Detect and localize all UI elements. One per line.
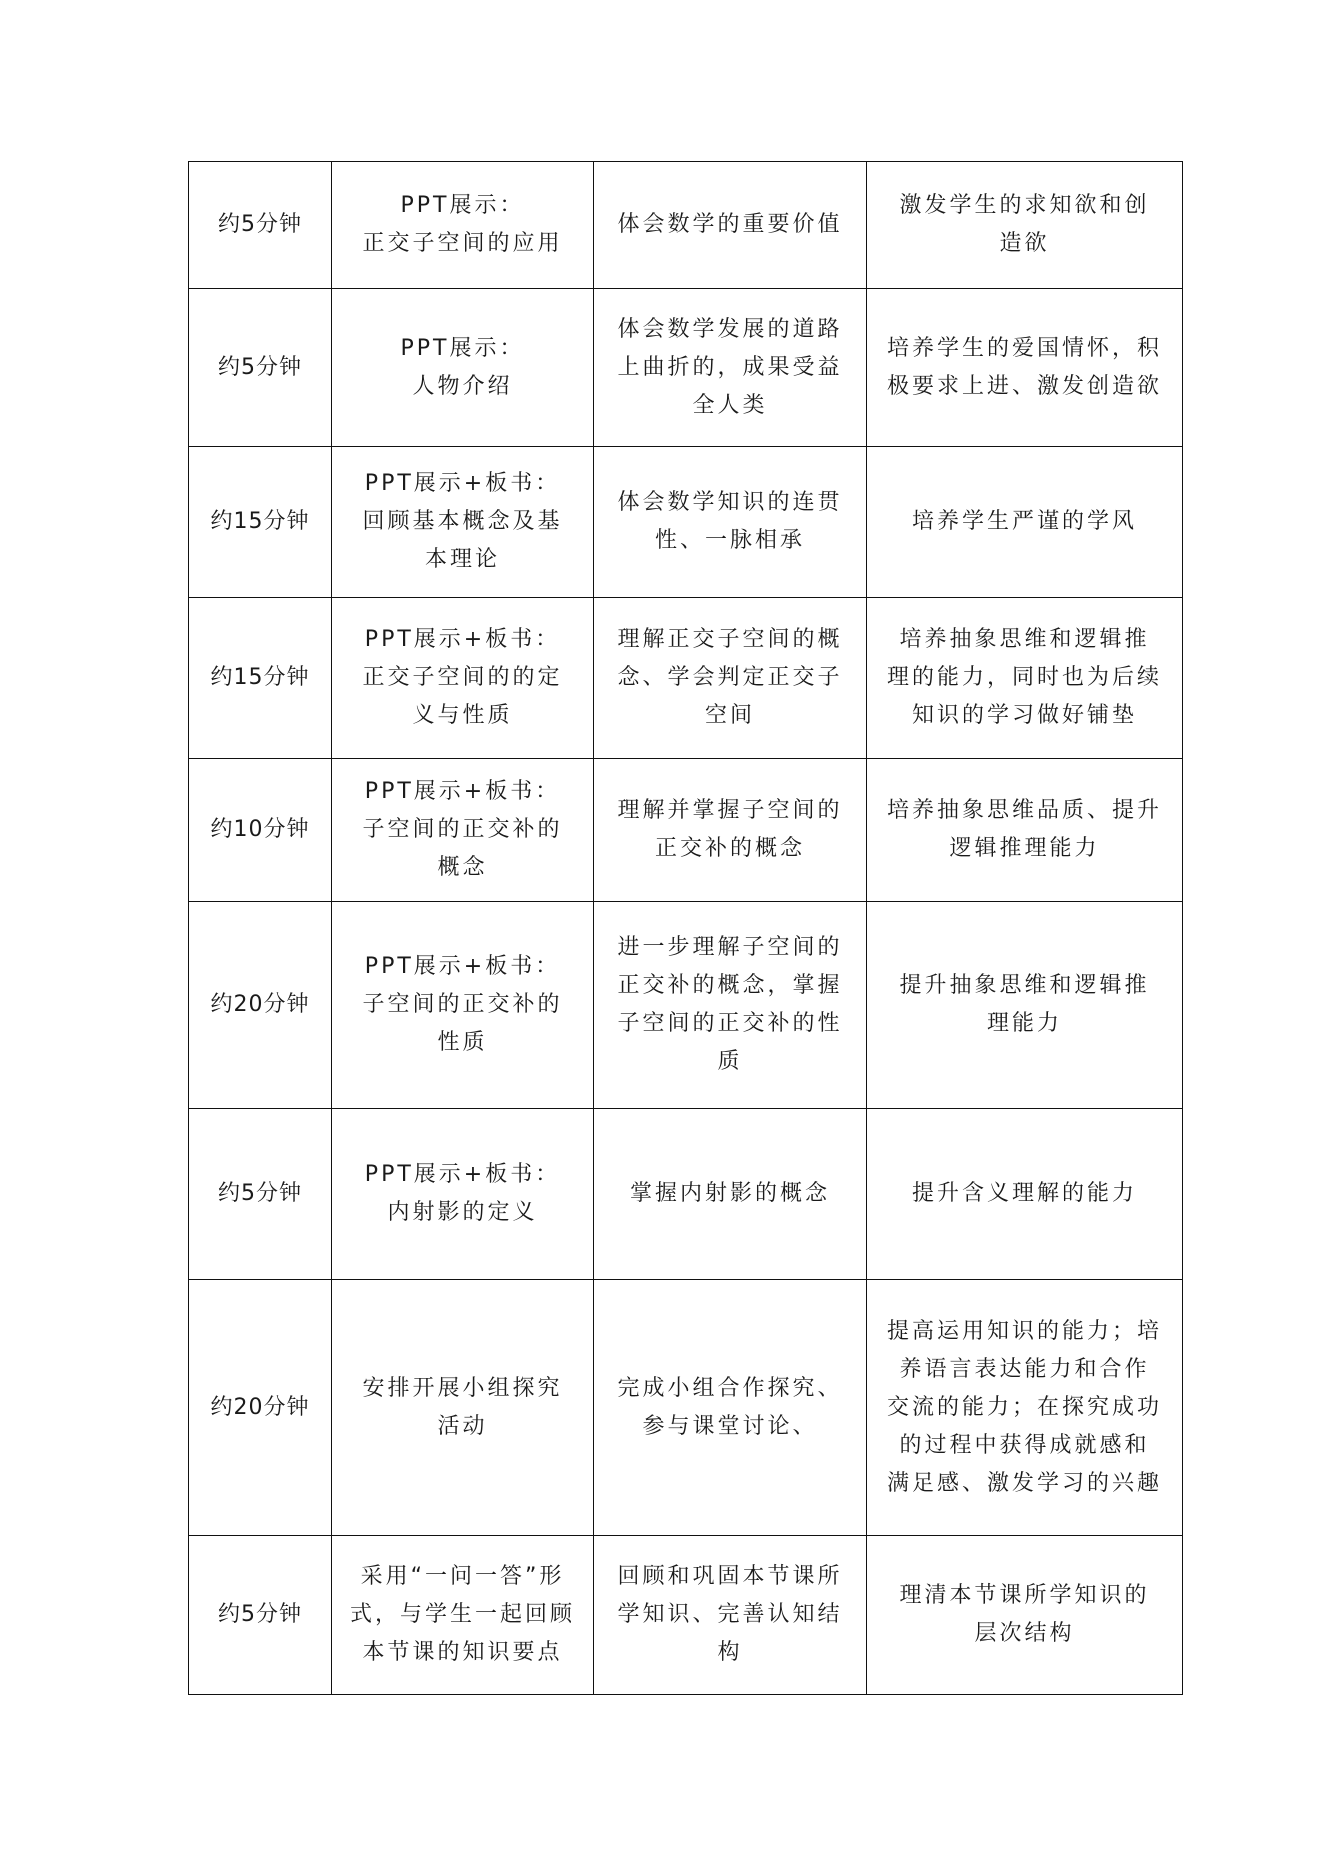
method-text: PPT展示+板书： 回顾基本概念及基 本理论 bbox=[362, 471, 563, 572]
method-text: PPT展示+板书： 正交子空间的的定 义与性质 bbox=[362, 627, 563, 728]
goal-cell bbox=[594, 759, 867, 902]
quality-text: 提升含义理解的能力 bbox=[911, 1181, 1137, 1206]
teaching-plan-table bbox=[188, 161, 1183, 1695]
table-row bbox=[189, 289, 1183, 447]
goal-text: 理解并掌握子空间的 正交补的概念 bbox=[617, 798, 843, 861]
time-text: 约5分钟 bbox=[218, 1181, 302, 1206]
goal-text: 体会数学发展的道路 上曲折的，成果受益 全人类 bbox=[617, 316, 843, 418]
goal-text: 体会数学的重要价值 bbox=[617, 212, 843, 237]
goal-cell bbox=[594, 598, 867, 759]
table-body bbox=[189, 162, 1183, 1695]
quality-cell bbox=[867, 902, 1183, 1109]
table-row bbox=[189, 598, 1183, 759]
goal-cell bbox=[594, 1280, 867, 1536]
goal-cell bbox=[594, 902, 867, 1109]
method-text: 采用“一问一答”形 式，与学生一起回顾 本节课的知识要点 bbox=[349, 1564, 575, 1665]
goal-text: 体会数学知识的连贯 性、一脉相承 bbox=[617, 490, 843, 553]
quality-text: 理清本节课所学知识的 层次结构 bbox=[899, 1583, 1150, 1646]
method-cell bbox=[332, 162, 594, 289]
method-text: PPT展示： 人物介绍 bbox=[400, 335, 525, 399]
time-cell bbox=[189, 1109, 332, 1280]
time-cell bbox=[189, 1280, 332, 1536]
time-text: 约15分钟 bbox=[210, 509, 310, 534]
quality-cell bbox=[867, 759, 1183, 902]
time-cell bbox=[189, 902, 332, 1109]
quality-cell bbox=[867, 162, 1183, 289]
quality-text: 激发学生的求知欲和创 造欲 bbox=[899, 193, 1150, 256]
quality-cell bbox=[867, 447, 1183, 598]
goal-text: 掌握内射影的概念 bbox=[629, 1181, 830, 1206]
method-text: PPT展示+板书： 子空间的正交补的 性质 bbox=[362, 954, 563, 1055]
table-row bbox=[189, 759, 1183, 902]
goal-cell bbox=[594, 289, 867, 447]
time-text: 约20分钟 bbox=[210, 1394, 310, 1420]
time-cell bbox=[189, 1536, 332, 1695]
time-text: 约5分钟 bbox=[218, 212, 302, 237]
time-cell bbox=[189, 289, 332, 447]
time-text: 约20分钟 bbox=[210, 992, 310, 1017]
table-row bbox=[189, 1109, 1183, 1280]
goal-text: 进一步理解子空间的 正交补的概念，掌握 子空间的正交补的性 质 bbox=[617, 935, 843, 1074]
quality-text: 培养学生严谨的学风 bbox=[911, 509, 1137, 534]
time-cell bbox=[189, 447, 332, 598]
method-cell bbox=[332, 1536, 594, 1695]
method-cell bbox=[332, 1109, 594, 1280]
method-cell bbox=[332, 447, 594, 598]
quality-cell bbox=[867, 1280, 1183, 1536]
method-cell bbox=[332, 1280, 594, 1536]
quality-cell bbox=[867, 289, 1183, 447]
time-cell bbox=[189, 162, 332, 289]
method-cell bbox=[332, 902, 594, 1109]
quality-text: 培养抽象思维和逻辑推 理的能力，同时也为后续 知识的学习做好铺垫 bbox=[886, 627, 1162, 728]
goal-cell bbox=[594, 162, 867, 289]
quality-cell bbox=[867, 1536, 1183, 1695]
time-text: 约5分钟 bbox=[218, 354, 302, 380]
method-cell bbox=[332, 759, 594, 902]
table-row bbox=[189, 902, 1183, 1109]
method-text: PPT展示+板书： 子空间的正交补的 概念 bbox=[362, 779, 563, 880]
quality-text: 提升抽象思维和逻辑推 理能力 bbox=[899, 973, 1150, 1036]
time-cell bbox=[189, 598, 332, 759]
time-text: 约15分钟 bbox=[210, 665, 310, 690]
goal-text: 理解正交子空间的概 念、学会判定正交子 空间 bbox=[617, 627, 843, 728]
goal-cell bbox=[594, 1109, 867, 1280]
method-text: 安排开展小组探究 活动 bbox=[362, 1375, 563, 1439]
quality-cell bbox=[867, 598, 1183, 759]
quality-text: 提高运用知识的能力；培 养语言表达能力和合作 交流的能力；在探究成功 的过程中获得成就感和 满足感、激发学习的兴趣 bbox=[886, 1318, 1162, 1496]
quality-text: 培养学生的爱国情怀，积 极要求上进、激发创造欲 bbox=[886, 335, 1162, 399]
method-text: PPT展示： 正交子空间的应用 bbox=[362, 193, 563, 256]
goal-cell bbox=[594, 447, 867, 598]
method-cell bbox=[332, 289, 594, 447]
time-text: 约5分钟 bbox=[218, 1602, 302, 1627]
quality-cell bbox=[867, 1109, 1183, 1280]
table-row bbox=[189, 447, 1183, 598]
goal-text: 完成小组合作探究、 参与课堂讨论、 bbox=[617, 1375, 843, 1439]
time-cell bbox=[189, 759, 332, 902]
table-row bbox=[189, 162, 1183, 289]
table-row bbox=[189, 1536, 1183, 1695]
method-text: PPT展示+板书： 内射影的定义 bbox=[364, 1162, 561, 1225]
goal-text: 回顾和巩固本节课所 学知识、完善认知结 构 bbox=[617, 1564, 843, 1665]
quality-text: 培养抽象思维品质、提升 逻辑推理能力 bbox=[886, 798, 1162, 861]
table-row bbox=[189, 1280, 1183, 1536]
goal-cell bbox=[594, 1536, 867, 1695]
time-text: 约10分钟 bbox=[210, 817, 310, 842]
method-cell bbox=[332, 598, 594, 759]
